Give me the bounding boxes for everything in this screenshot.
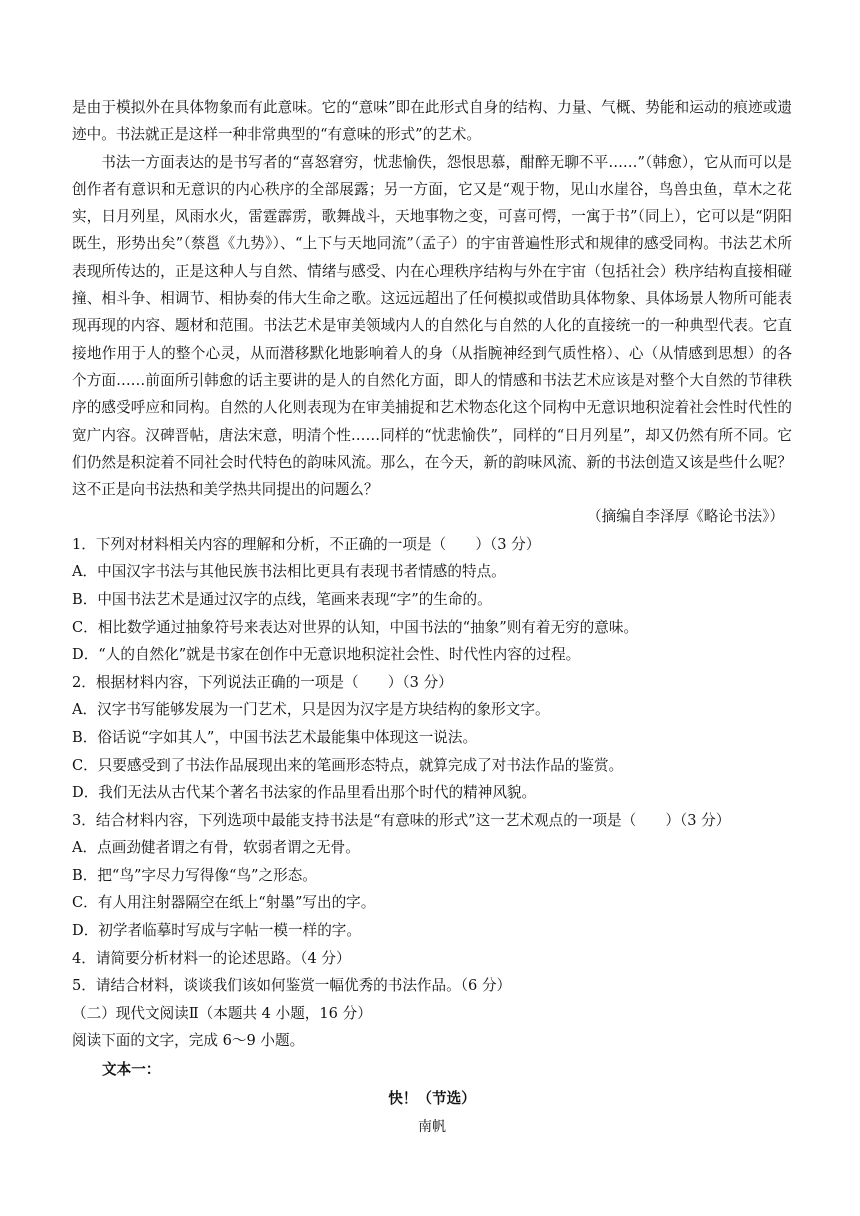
question-5: 5．请结合材料，谈谈我们该如何鉴赏一幅优秀的书法作品。（6 分） [72, 977, 512, 995]
option-2d: D．我们无法从古代某个著名书法家的作品里看出那个时代的精神风貌。 [72, 784, 537, 802]
option-3d: D．初学者临摹时写成与字帖一模一样的字。 [72, 922, 361, 940]
text-one-title: 快！（节选） [388, 1090, 476, 1108]
option-1a: A．中国汉字书法与其他民族书法相比更具有表现书者情感的特点。 [72, 563, 506, 581]
question-1: 1．下列对材料相关内容的理解和分析，不正确的一项是（ ）（3 分） [72, 535, 541, 553]
question-3: 3．结合材料内容，下列选项中最能支持书法是“有意味的形式”这一艺术观点的一项是（ ）（3 分） [72, 811, 731, 829]
option-3a: A．点画劲健者谓之有骨，软弱者谓之无骨。 [72, 839, 360, 857]
text-one-label: 文本一： [102, 1061, 161, 1079]
option-1b: B．中国书法艺术是通过汉字的点线，笔画来表现“字”的生命的。 [72, 590, 492, 608]
section-heading: （二）现代文阅读Ⅱ（本题共 4 小题，16 分） [72, 1004, 372, 1022]
reading-instruction: 阅读下面的文字，完成 6～9 小题。 [72, 1032, 305, 1050]
option-2c: C．只要感受到了书法作品展现出来的笔画形态特点，就算完成了对书法作品的鉴赏。 [72, 756, 624, 774]
passage-source: （摘编自李泽厚《略论书法》） [586, 508, 784, 526]
page-content [72, 94, 792, 1141]
option-3b: B．把“鸟”字尽力写得像“鸟”之形态。 [72, 866, 317, 884]
passage-paragraph-1: 是由于模拟外在具体物象而有此意味。它的“意味”即在此形式自身的结构、力量、气概、势能和运动的痕迹或遗迹中。书法就正是这样一种非常典型的“有意味的形式”的艺术。 [72, 99, 792, 144]
question-4: 4．请简要分析材料一的论述思路。（4 分） [72, 949, 351, 967]
option-1d: D．“人的自然化”就是书家在创作中无意识地积淀社会性、时代性内容的过程。 [72, 646, 581, 664]
question-2: 2．根据材料内容，下列说法正确的一项是（ ）（3 分） [72, 673, 453, 691]
option-1c: C．相比数学通过抽象符号来表达对世界的认知，中国书法的“抽象”则有着无穷的意味。 [72, 618, 639, 636]
option-3c: C．有人用注射器隔空在纸上“射墨”写出的字。 [72, 894, 376, 912]
option-2b: B．俗话说“字如其人”，中国书法艺术最能集中体现这一说法。 [72, 728, 478, 746]
text-one-author: 南帆 [418, 1119, 446, 1136]
passage-paragraph-2: 书法一方面表达的是书写者的“喜怒窘穷，忧悲愉佚，怨恨思慕，酣醉无聊不平……”（韩愈），它从而可以是创作者有意识和无意识的内心秩序的全部展露；另一方面，它又是“观于物，见山水崖谷，鸟兽虫鱼，草木之花实，日月列星，风雨水火，雷霆霹雳，歌舞战斗，天地事物之变，可喜可愕，一寓于书”（同上），它可以是“阴阳既生，形势出矣”（蔡邕《九势》）、“上下与天地同流”（孟子）的宇宙普遍性形式和规律的感受同构。书法艺术所表现所传达的，正是这种人与自然、情绪与感受、内在心理秩序结构与外在宇宙（包括社会）秩序结构直接相碰撞、相斗争、相调节、相协奏的伟大生命之歌。这远远超出了任何模拟或借助具体物象、具体场景人物所可能表现再现的内容、题材和范围。书法艺术是审美领域内人的自然化与自然的人化的直接统一的一种典型代表。它直接地作用于人的整个心灵，从而潜移默化地影响着人的身（从指腕神经到气质性格）、心（从情感到思想）的各个方面……前面所引韩愈的话主要讲的是人的自然化方面，即人的情感和书法艺术应该是对整个大自然的节律秩序的感受呼应和同构。自然的人化则表现为在审美捕捉和艺术物态化这个同构中无意识地积淀着社会性时代性的宽广内容。汉碑晋帖，唐法宋意，明清个性……同样的“忧悲愉佚”，同样的“日月列星”，却又仍然有所不同。它们仍然是积淀着不同社会时代特色的韵味风流。那么，在今天，新的韵味风流、新的书法创造又该是些什么呢？这不正是向书法热和美学热共同提出的问题么？ [72, 153, 792, 499]
question-list [72, 531, 792, 1055]
option-2a: A．汉字书写能够发展为一门艺术，只是因为汉字是方块结构的象形文字。 [72, 701, 550, 719]
